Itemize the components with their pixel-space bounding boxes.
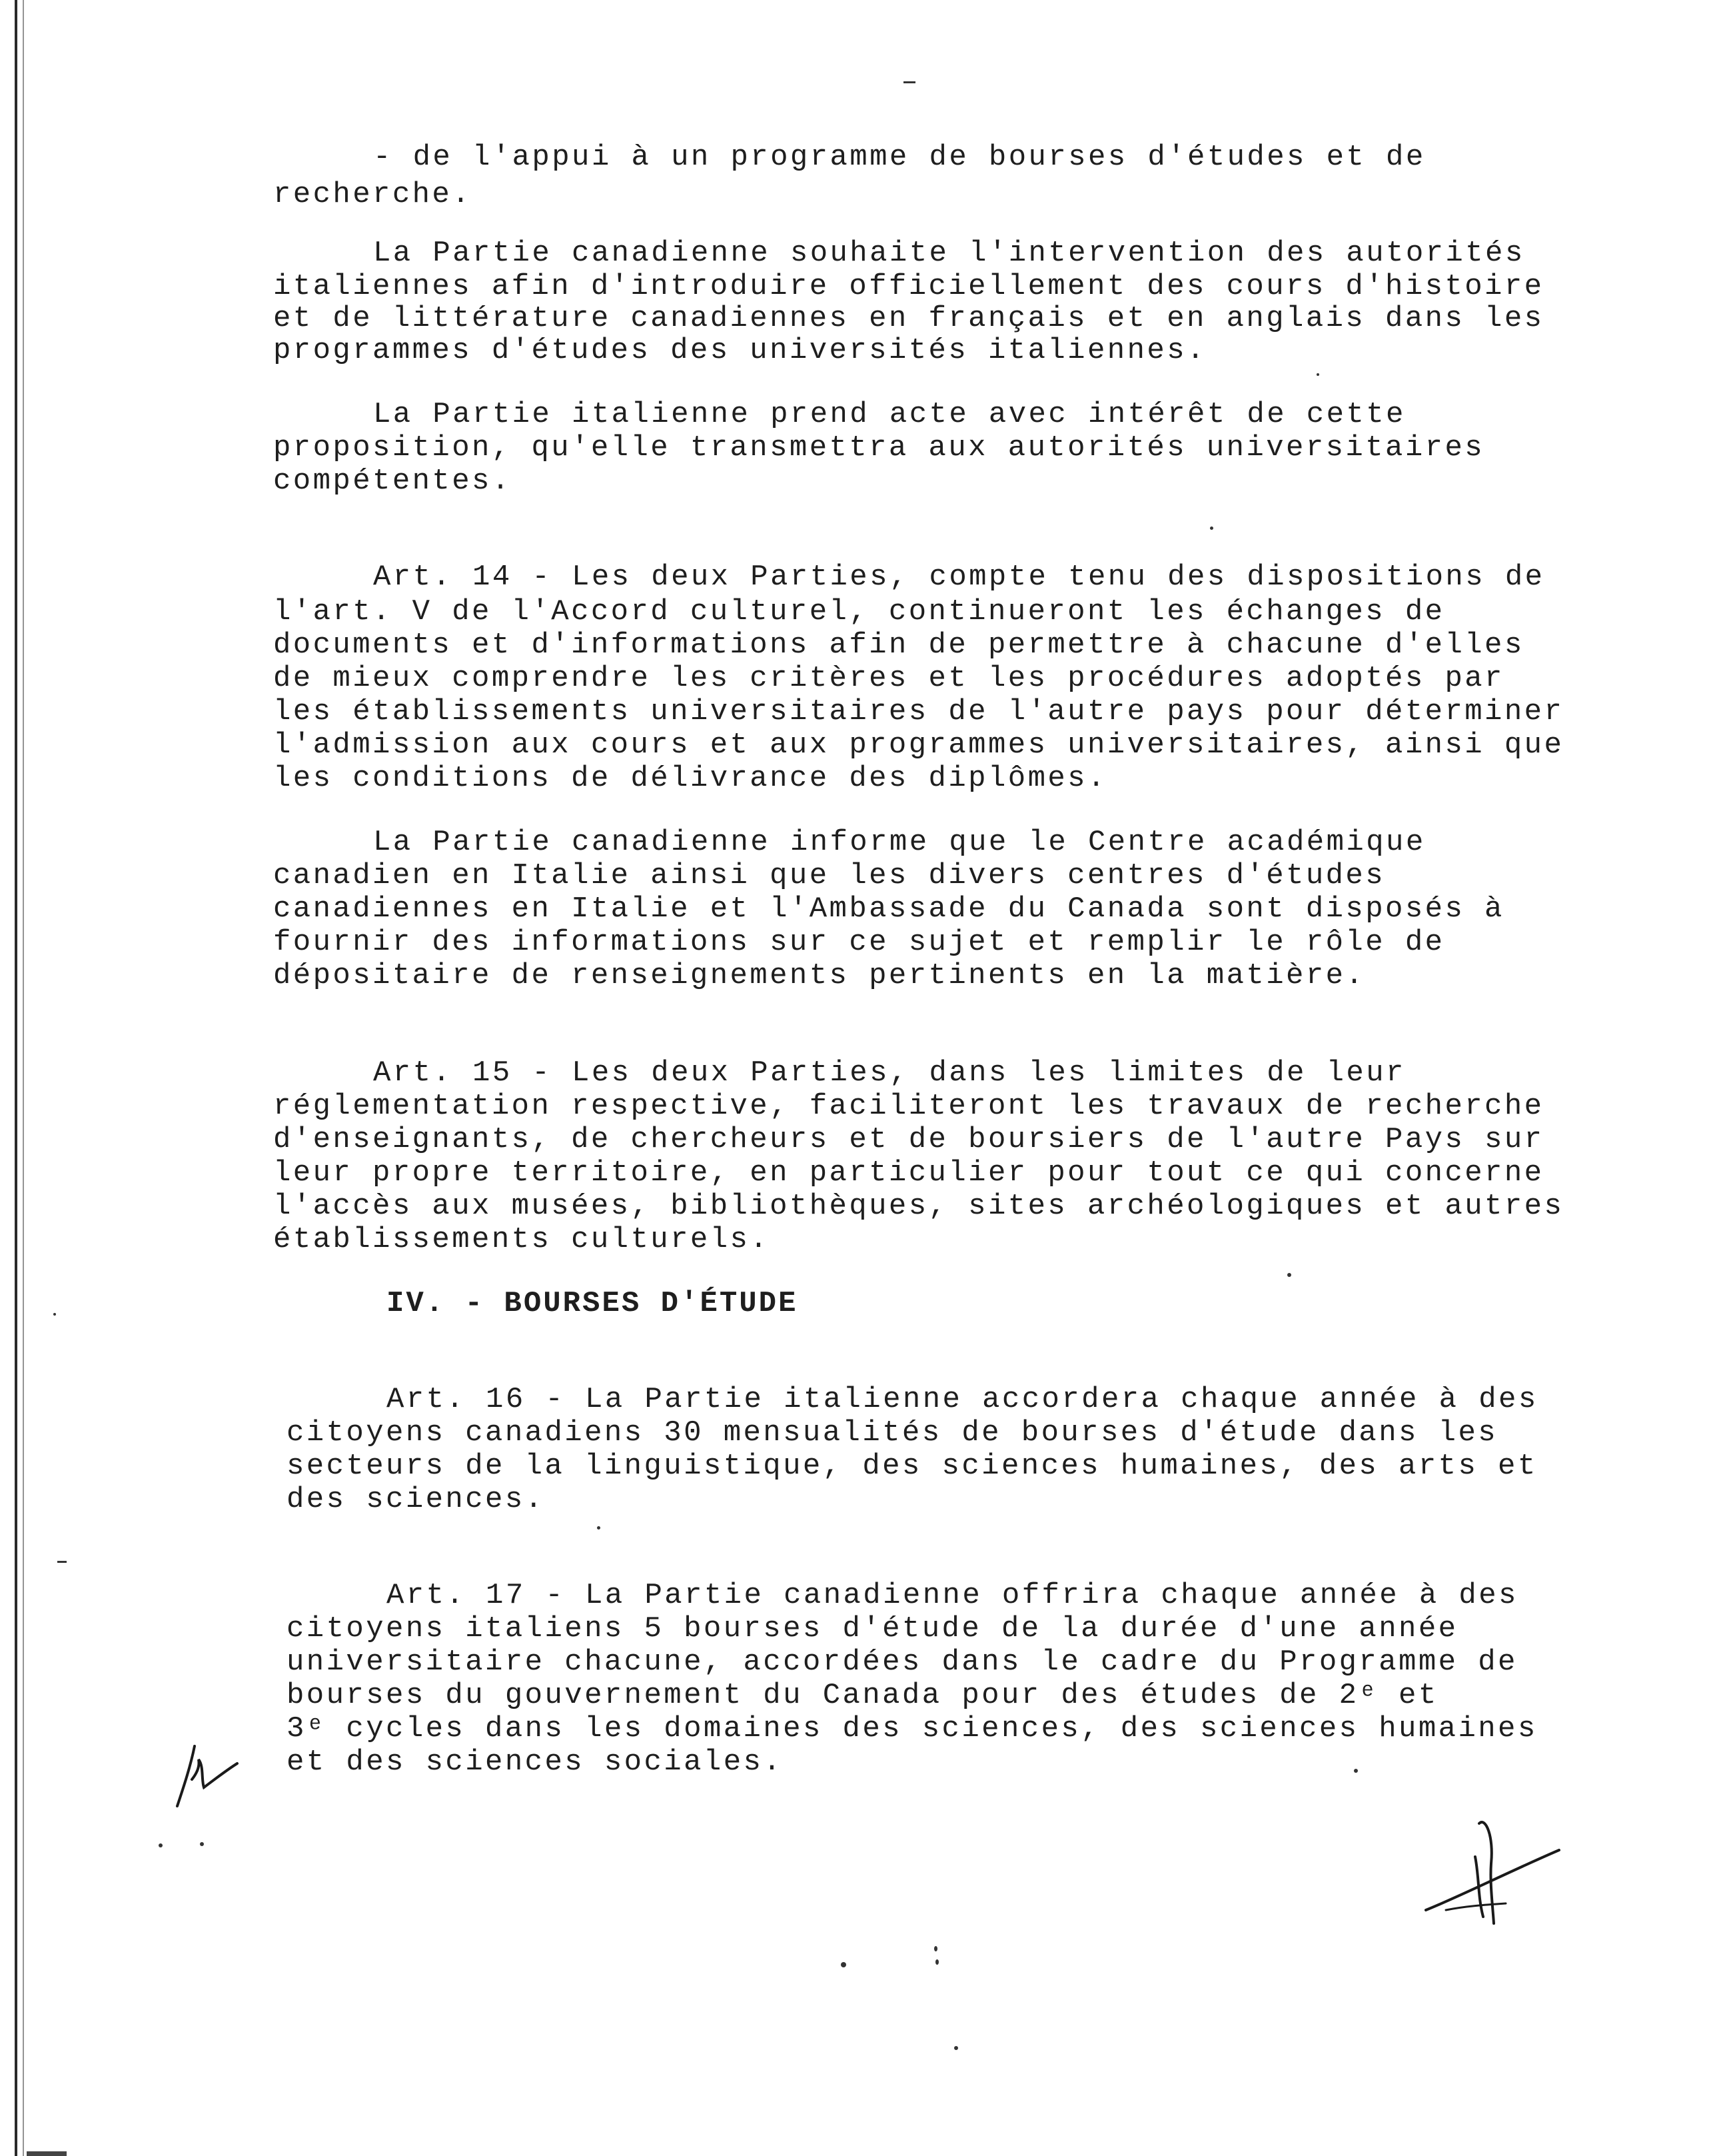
section-heading: IV. - BOURSES D'ÉTUDE	[386, 1287, 798, 1320]
scan-speck	[1210, 527, 1213, 530]
body-line: établissements culturels.	[273, 1223, 770, 1256]
initials-signature-left	[157, 1739, 244, 1813]
scan-speck	[159, 1843, 163, 1847]
body-line: bourses du gouvernement du Canada pour des études de 2ᵉ et	[286, 1679, 1438, 1712]
body-line: les établissements universitaires de l'autre pays pour déterminer	[273, 695, 1564, 728]
article-15-heading-line: Art. 15 - Les deux Parties, dans les limites de leur	[373, 1056, 1406, 1090]
body-line: réglementation respective, faciliteront les travaux de recherche	[273, 1090, 1544, 1123]
body-line: canadien en Italie ainsi que les divers centres d'études	[273, 859, 1386, 892]
body-line: La Partie italienne prend acte avec intérêt de cette	[373, 398, 1406, 431]
body-line: d'enseignants, de chercheurs et de boursiers de l'autre Pays sur	[273, 1123, 1544, 1156]
margin-mark	[57, 1561, 67, 1563]
scan-speck	[934, 1946, 937, 1951]
body-line: citoyens canadiens 30 mensualités de bourses d'étude dans les	[286, 1416, 1498, 1450]
body-line: La Partie canadienne souhaite l'intervention des autorités	[373, 237, 1525, 270]
scan-speck	[935, 1959, 939, 1965]
body-line: canadiennes en Italie et l'Ambassade du Canada sont disposés à	[273, 892, 1504, 926]
body-line: l'admission aux cours et aux programmes universitaires, ainsi que	[273, 728, 1564, 762]
body-line: - de l'appui à un programme de bourses d'études et de	[373, 141, 1426, 174]
scan-speck	[597, 1526, 600, 1530]
body-line: compétentes.	[273, 465, 512, 498]
body-line: et de littérature canadiennes en français et en anglais dans les	[273, 302, 1544, 335]
article-17-heading-line: Art. 17 - La Partie canadienne offrira chaque année à des	[386, 1579, 1518, 1612]
body-line: italiennes afin d'introduire officiellement des cours d'histoire	[273, 270, 1544, 303]
body-line: dépositaire de renseignements pertinents en la matière.	[273, 959, 1366, 992]
body-line: les conditions de délivrance des diplômes.	[273, 762, 1107, 795]
scan-speck	[1287, 1273, 1291, 1277]
body-line: des sciences.	[286, 1483, 545, 1516]
body-line: fournir des informations sur ce sujet et remplir le rôle de	[273, 926, 1445, 959]
body-line: universitaire chacune, accordées dans le cadre du Programme de	[286, 1645, 1518, 1679]
body-line: programmes d'études des universités italiennes.	[273, 334, 1207, 367]
body-line: de mieux comprendre les critères et les procédures adoptés par	[273, 662, 1504, 695]
body-line: 3ᵉ cycles dans les domaines des sciences, des sciences humaines	[286, 1712, 1538, 1745]
scan-speck	[1317, 373, 1319, 376]
body-line: et des sciences sociales.	[286, 1745, 784, 1779]
scan-speck	[200, 1842, 204, 1846]
scan-speck	[954, 2046, 958, 2050]
body-line: l'art. V de l'Accord culturel, continueront les échanges de	[273, 595, 1445, 628]
scan-speck	[1354, 1769, 1358, 1773]
article-14-heading-line: Art. 14 - Les deux Parties, compte tenu des dispositions de	[373, 560, 1545, 594]
body-line: citoyens italiens 5 bourses d'étude de la durée d'une année	[286, 1612, 1458, 1645]
article-16-heading-line: Art. 16 - La Partie italienne accordera chaque année à des	[386, 1383, 1538, 1416]
body-line: recherche.	[273, 178, 472, 211]
body-line: secteurs de la linguistique, des sciences humaines, des arts et	[286, 1450, 1538, 1483]
body-line: proposition, qu'elle transmettra aux autorités universitaires	[273, 431, 1485, 465]
body-line: documents et d'informations afin de permettre à chacune d'elles	[273, 628, 1524, 662]
body-line: La Partie canadienne informe que le Centre académique	[373, 826, 1426, 859]
scan-speck	[53, 1313, 56, 1316]
initials-signature-right	[1419, 1810, 1566, 1930]
scan-speck	[841, 1962, 846, 1967]
body-line: leur propre territoire, en particulier pour tout ce qui concerne	[273, 1156, 1544, 1190]
body-line: l'accès aux musées, bibliothèques, sites archéologiques et autres	[273, 1190, 1564, 1223]
